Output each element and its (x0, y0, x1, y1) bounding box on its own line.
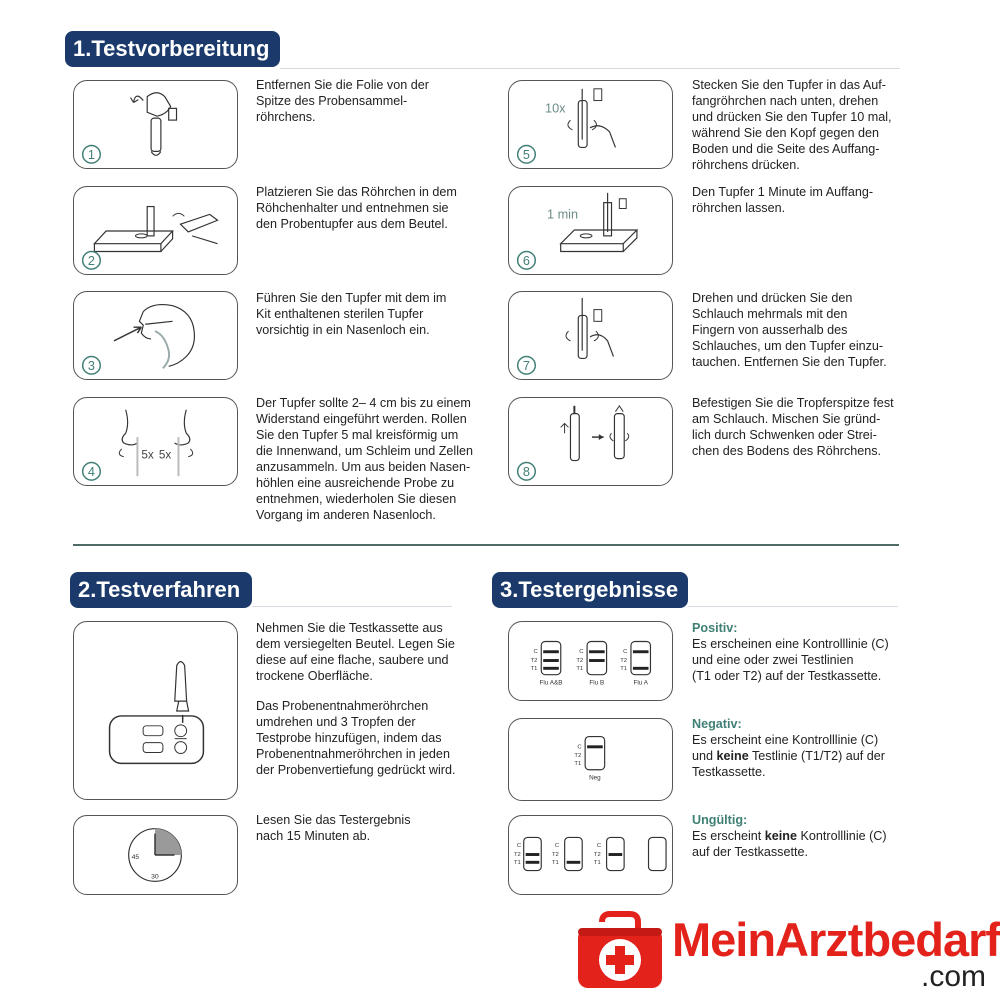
step-8-text: Befestigen Sie die Tropferspitze fest am Schlauch. Mischen Sie gründ- lich durch Schwenken oder Strei- chen des Bodens des Röhrchens. (692, 396, 894, 458)
line-label-t2: T2 (593, 851, 601, 858)
procedure-text-2 (256, 812, 486, 844)
procedure-para-2: Das Probenentnahmeröhrchen umdrehen und 3 Tropfen der Testprobe hinzufügen, indem das Probenentnahmeröhrchen in jeden der Probenvertiefung gedrückt wird. (256, 699, 456, 777)
cassette-flu-b (576, 642, 606, 687)
step-2-card (73, 186, 238, 275)
procedure-cassette-card (73, 621, 238, 800)
line-label-t1: T1 (551, 859, 559, 866)
step-6-label: 1 min (547, 207, 579, 222)
step-2-badge (74, 187, 237, 274)
cassette-name-neg: Neg (589, 774, 601, 782)
step-6-badge (509, 187, 672, 274)
line-label-t1: T1 (574, 760, 582, 767)
step-4-badge (74, 398, 237, 485)
line-label-t2: T2 (530, 657, 538, 664)
section-rule-results (688, 606, 898, 607)
procedure-para-1: Nehmen Sie die Testkassette aus dem versiegelten Beutel. Legen Sie diese auf eine flache, saubere und trockene Oberfläche. (256, 621, 455, 683)
step-7-badge (509, 292, 672, 379)
invalid-cassette-4 (649, 837, 667, 870)
timer-clock-illustration (74, 816, 237, 894)
line-label-t2: T2 (620, 657, 628, 664)
section-title-procedure: 2.Testverfahren (70, 572, 252, 608)
step-1-text: Entfernen Sie die Folie von der Spitze des Probensammel- röhrchens. (256, 78, 429, 124)
invalid-cassettes (509, 816, 672, 894)
clock-label-bottom: 30 (151, 873, 159, 881)
line-label-c: C (623, 649, 628, 656)
line-label-t2: T2 (513, 851, 521, 858)
line-label-t1: T1 (576, 665, 584, 672)
result-negative-label: Negativ: (692, 717, 742, 731)
step-8-card (508, 397, 673, 486)
line-label-t1: T1 (513, 859, 521, 866)
line-label-t2: T2 (551, 851, 559, 858)
cassette-dropper-illustration (74, 622, 237, 799)
step-5-card (508, 80, 673, 169)
step-5-text: Stecken Sie den Tupfer in das Auf- fangröhrchen nach unten, drehen und drücken Sie den Tupfer 10 mal, während Sie den Kopf gegen den Boden und die Seite des Auffang- röhrchens drücken. (692, 78, 892, 172)
step-4-label-right: 5x (158, 448, 172, 462)
negative-cassette (509, 719, 672, 800)
step-4-text: Der Tupfer sollte 2– 4 cm bis zu einem Widerstand eingeführt werden. Rollen Sie den Tupfer 5 mal kreisförmig um die Innenwand, um Schleim und Zellen anzusammeln. Um aus beiden Nasen- höhlen eine ausreichende Probe zu entnehmen, wiederholen Sie diesen Vorgang im anderen Nasenloch. (256, 396, 474, 522)
step-4-number: 4 (87, 465, 96, 480)
invalid-cassette-1 (514, 837, 541, 870)
line-label-c: C (577, 744, 582, 751)
line-label-t2: T2 (576, 657, 584, 664)
result-positive-card (508, 621, 673, 701)
result-positive-label: Positiv: (692, 621, 738, 635)
result-negative-card (508, 718, 673, 801)
step-4-label-left: 5x (141, 448, 154, 462)
procedure-text-1 (256, 620, 486, 778)
first-aid-kit-icon (572, 910, 672, 995)
step-6-text: Den Tupfer 1 Minute im Auffang- röhrchen lassen. (692, 185, 874, 215)
section-title-prep: 1.Testvorbereitung (65, 31, 280, 67)
step-3-number: 3 (87, 359, 96, 374)
cassette-name-flu-ab: Flu A&B (539, 679, 563, 687)
invalid-cassette-3 (594, 837, 624, 870)
line-label-t1: T1 (620, 665, 628, 672)
result-positive-description: Es erscheinen eine Kontrolllinie (C) und eine oder zwei Testlinien (T1 oder T2) auf der Testkassette. (692, 637, 889, 683)
section-divider (73, 544, 899, 546)
step-2-number: 2 (87, 254, 96, 269)
procedure-para-3: Lesen Sie das Testergebnis nach 15 Minuten ab. (256, 813, 411, 843)
brand-name: MeinArztbedarf (672, 913, 1000, 966)
step-3-card (73, 291, 238, 380)
result-negative-text (692, 716, 922, 780)
result-invalid-text (692, 812, 922, 860)
line-label-c: C (533, 649, 538, 656)
step-3-text: Führen Sie den Tupfer mit dem im Kit enthaltenen sterilen Tupfer vorsichtig in ein Nasenloch ein. (256, 291, 447, 337)
cassette-name-flu-b: Flu B (589, 679, 605, 687)
step-3-badge (74, 292, 237, 379)
line-label-t2: T2 (574, 753, 582, 760)
procedure-clock-card (73, 815, 238, 895)
result-invalid-label: Ungültig: (692, 813, 748, 827)
line-label-t1: T1 (530, 665, 538, 672)
line-label-c: C (596, 843, 602, 850)
step-7-text: Drehen und drücken Sie den Schlauch mehrmals mit den Fingern von ausserhalb des Schlauches, um den Tupfer einzu- tauchen. Entfernen Sie den Tupfer. (692, 291, 887, 369)
brand-logo (572, 910, 1000, 995)
section-title-results: 3.Testergebnisse (492, 572, 688, 608)
step-6-card (508, 186, 673, 275)
line-label-c: C (516, 843, 522, 850)
result-invalid-card (508, 815, 673, 895)
section-rule-procedure (252, 606, 452, 607)
section-rule-prep (280, 68, 900, 69)
invalid-cassette-2 (552, 837, 582, 870)
step-6-number: 6 (522, 254, 531, 269)
line-label-c: C (579, 649, 584, 656)
line-label-t1: T1 (593, 859, 601, 866)
clock-label-left: 45 (131, 853, 140, 861)
step-5-number: 5 (522, 148, 531, 163)
step-7-number: 7 (522, 359, 531, 374)
step-1-number: 1 (87, 148, 96, 163)
step-8-number: 8 (522, 465, 531, 480)
step-5-label: 10x (545, 101, 566, 116)
positive-cassettes (509, 622, 672, 700)
line-label-c: C (554, 843, 560, 850)
brand-domain: .com (920, 960, 986, 993)
step-4-card (73, 397, 238, 486)
step-1-card (73, 80, 238, 169)
step-7-card (508, 291, 673, 380)
step-1-badge (74, 81, 237, 168)
result-positive-text (692, 620, 922, 684)
result-negative-description: Es erscheint eine Kontrolllinie (C) und keine Testlinie (T1/T2) auf der Testkassette. (692, 733, 885, 779)
step-5-badge (509, 81, 672, 168)
result-negative-emphasis: keine (716, 749, 749, 763)
cassette-flu-ab (531, 642, 563, 687)
step-2-text: Platzieren Sie das Röhrchen in dem Röhchenhalter und entnehmen sie den Probentupfer aus dem Beutel. (256, 185, 457, 231)
result-invalid-description: Es erscheint keine Kontrolllinie (C) auf der Testkassette. (692, 829, 887, 859)
cassette-name-flu-a: Flu A (633, 679, 648, 687)
step-8-badge (509, 398, 672, 485)
result-invalid-emphasis: keine (764, 829, 798, 843)
cassette-flu-a (620, 642, 650, 687)
